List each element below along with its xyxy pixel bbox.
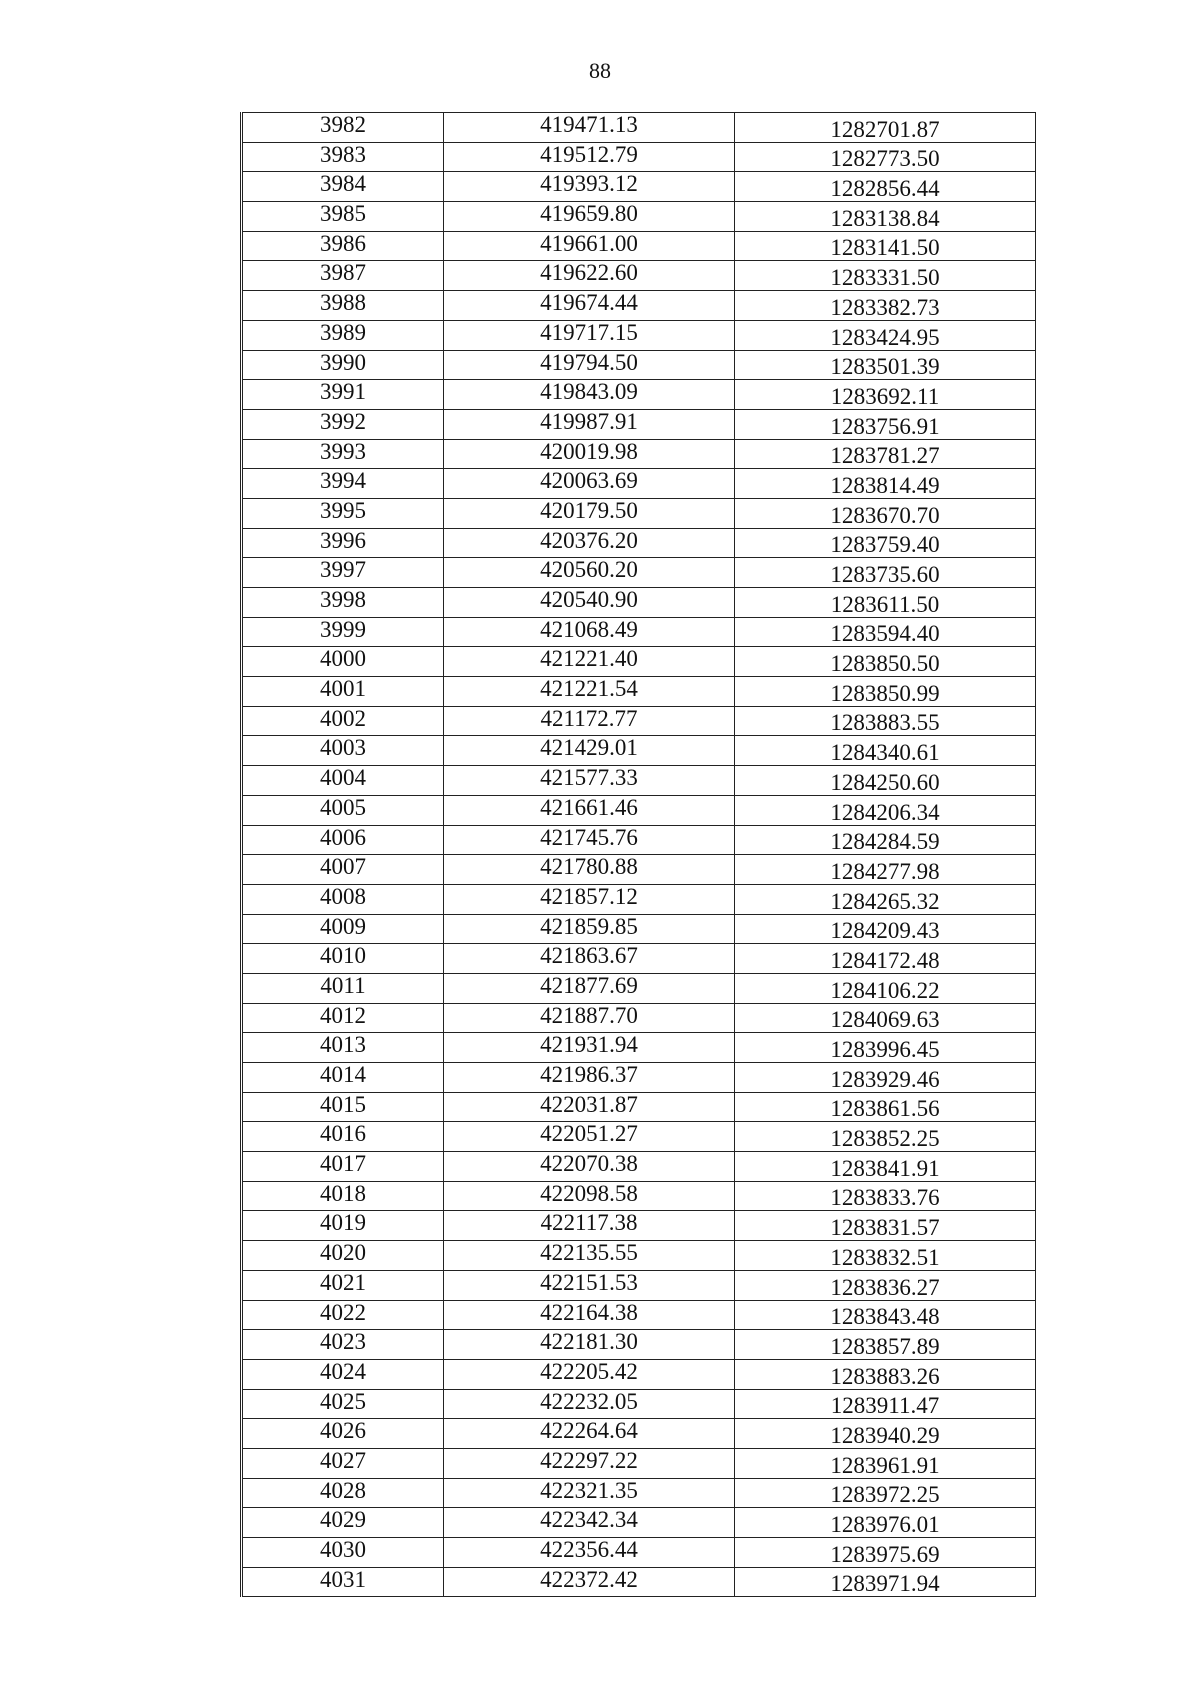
point-number-cell: 4013 (242, 1033, 444, 1063)
y-coordinate-cell: 1282773.50 (735, 142, 1036, 172)
y-coordinate-cell: 1283831.57 (735, 1211, 1036, 1241)
table-row (242, 380, 1036, 410)
x-coordinate-cell: 420376.20 (444, 528, 735, 558)
y-coordinate-cell: 1283836.27 (735, 1270, 1036, 1300)
table-row (242, 1300, 1036, 1330)
point-number-cell: 4009 (242, 914, 444, 944)
x-coordinate-cell: 419674.44 (444, 291, 735, 321)
point-number-cell: 4001 (242, 677, 444, 707)
point-number-cell: 4016 (242, 1122, 444, 1152)
table-row (242, 1567, 1036, 1597)
y-coordinate-cell: 1283692.11 (735, 380, 1036, 410)
y-coordinate-cell: 1283833.76 (735, 1181, 1036, 1211)
point-number-cell: 3999 (242, 617, 444, 647)
y-coordinate-cell: 1282856.44 (735, 172, 1036, 202)
x-coordinate-cell: 421221.40 (444, 647, 735, 677)
x-coordinate-cell: 419393.12 (444, 172, 735, 202)
y-coordinate-cell: 1284172.48 (735, 944, 1036, 974)
point-number-cell: 4014 (242, 1063, 444, 1093)
table-body (242, 113, 1036, 1597)
x-coordinate-cell: 421745.76 (444, 825, 735, 855)
x-coordinate-cell: 422070.38 (444, 1152, 735, 1182)
table-row (242, 617, 1036, 647)
point-number-cell: 4019 (242, 1211, 444, 1241)
point-number-cell: 4030 (242, 1538, 444, 1568)
coordinates-table (240, 112, 1036, 1597)
point-number-cell: 4015 (242, 1092, 444, 1122)
table-row (242, 1211, 1036, 1241)
x-coordinate-cell: 420179.50 (444, 498, 735, 528)
point-number-cell: 4026 (242, 1419, 444, 1449)
table-row (242, 469, 1036, 499)
y-coordinate-cell: 1283670.70 (735, 498, 1036, 528)
y-coordinate-cell: 1283850.99 (735, 677, 1036, 707)
x-coordinate-cell: 420019.98 (444, 439, 735, 469)
point-number-cell: 3992 (242, 409, 444, 439)
y-coordinate-cell: 1283841.91 (735, 1152, 1036, 1182)
point-number-cell: 4021 (242, 1270, 444, 1300)
y-coordinate-cell: 1283861.56 (735, 1092, 1036, 1122)
y-coordinate-cell: 1283843.48 (735, 1300, 1036, 1330)
table-row (242, 558, 1036, 588)
y-coordinate-cell: 1284106.22 (735, 973, 1036, 1003)
y-coordinate-cell: 1283911.47 (735, 1389, 1036, 1419)
table-row (242, 1092, 1036, 1122)
point-number-cell: 3989 (242, 320, 444, 350)
page-number: 88 (589, 58, 611, 83)
x-coordinate-cell: 421877.69 (444, 973, 735, 1003)
table-row (242, 1270, 1036, 1300)
y-coordinate-cell: 1283996.45 (735, 1033, 1036, 1063)
y-coordinate-cell: 1283883.26 (735, 1359, 1036, 1389)
x-coordinate-cell: 422164.38 (444, 1300, 735, 1330)
table-row (242, 1419, 1036, 1449)
y-coordinate-cell: 1284284.59 (735, 825, 1036, 855)
x-coordinate-cell: 422051.27 (444, 1122, 735, 1152)
y-coordinate-cell: 1283611.50 (735, 588, 1036, 618)
point-number-cell: 4012 (242, 1003, 444, 1033)
y-coordinate-cell: 1283331.50 (735, 261, 1036, 291)
point-number-cell: 3994 (242, 469, 444, 499)
x-coordinate-cell: 422342.34 (444, 1508, 735, 1538)
point-number-cell: 4004 (242, 766, 444, 796)
y-coordinate-cell: 1284277.98 (735, 855, 1036, 885)
table-row (242, 1033, 1036, 1063)
y-coordinate-cell: 1283961.91 (735, 1448, 1036, 1478)
table-row (242, 1538, 1036, 1568)
point-number-cell: 4029 (242, 1508, 444, 1538)
y-coordinate-cell: 1283781.27 (735, 439, 1036, 469)
point-number-cell: 4002 (242, 706, 444, 736)
table-row (242, 1389, 1036, 1419)
table-row (242, 1063, 1036, 1093)
x-coordinate-cell: 422151.53 (444, 1270, 735, 1300)
point-number-cell: 3985 (242, 202, 444, 232)
table-row (242, 291, 1036, 321)
point-number-cell: 4000 (242, 647, 444, 677)
x-coordinate-cell: 421068.49 (444, 617, 735, 647)
table-row (242, 1448, 1036, 1478)
point-number-cell: 3991 (242, 380, 444, 410)
x-coordinate-cell: 419512.79 (444, 142, 735, 172)
point-number-cell: 3988 (242, 291, 444, 321)
table-row (242, 884, 1036, 914)
x-coordinate-cell: 421577.33 (444, 766, 735, 796)
table-row (242, 231, 1036, 261)
table-row (242, 1330, 1036, 1360)
x-coordinate-cell: 422205.42 (444, 1359, 735, 1389)
point-number-cell: 3986 (242, 231, 444, 261)
table-row (242, 914, 1036, 944)
table-row (242, 1478, 1036, 1508)
x-coordinate-cell: 421863.67 (444, 944, 735, 974)
table-row (242, 113, 1036, 143)
table-row (242, 1122, 1036, 1152)
table-row (242, 736, 1036, 766)
x-coordinate-cell: 421661.46 (444, 795, 735, 825)
y-coordinate-cell: 1284206.34 (735, 795, 1036, 825)
point-number-cell: 4022 (242, 1300, 444, 1330)
point-number-cell: 4018 (242, 1181, 444, 1211)
x-coordinate-cell: 421986.37 (444, 1063, 735, 1093)
y-coordinate-cell: 1283424.95 (735, 320, 1036, 350)
y-coordinate-cell: 1283883.55 (735, 706, 1036, 736)
y-coordinate-cell: 1283929.46 (735, 1063, 1036, 1093)
x-coordinate-cell: 422321.35 (444, 1478, 735, 1508)
point-number-cell: 4020 (242, 1241, 444, 1271)
point-number-cell: 3984 (242, 172, 444, 202)
x-coordinate-cell: 419843.09 (444, 380, 735, 410)
table-row (242, 1241, 1036, 1271)
y-coordinate-cell: 1283972.25 (735, 1478, 1036, 1508)
x-coordinate-cell: 422356.44 (444, 1538, 735, 1568)
y-coordinate-cell: 1283759.40 (735, 528, 1036, 558)
y-coordinate-cell: 1283138.84 (735, 202, 1036, 232)
y-coordinate-cell: 1283382.73 (735, 291, 1036, 321)
point-number-cell: 4028 (242, 1478, 444, 1508)
y-coordinate-cell: 1283975.69 (735, 1538, 1036, 1568)
point-number-cell: 4006 (242, 825, 444, 855)
point-number-cell: 3982 (242, 113, 444, 143)
x-coordinate-cell: 421857.12 (444, 884, 735, 914)
table-row (242, 1508, 1036, 1538)
table-row (242, 202, 1036, 232)
y-coordinate-cell: 1283850.50 (735, 647, 1036, 677)
x-coordinate-cell: 422372.42 (444, 1567, 735, 1597)
table-row (242, 855, 1036, 885)
table-row (242, 1359, 1036, 1389)
point-number-cell: 3997 (242, 558, 444, 588)
table-row (242, 409, 1036, 439)
table-row (242, 973, 1036, 1003)
x-coordinate-cell: 421221.54 (444, 677, 735, 707)
x-coordinate-cell: 421780.88 (444, 855, 735, 885)
x-coordinate-cell: 421887.70 (444, 1003, 735, 1033)
x-coordinate-cell: 419717.15 (444, 320, 735, 350)
point-number-cell: 4027 (242, 1448, 444, 1478)
point-number-cell: 3993 (242, 439, 444, 469)
table-row (242, 142, 1036, 172)
y-coordinate-cell: 1284250.60 (735, 766, 1036, 796)
y-coordinate-cell: 1284265.32 (735, 884, 1036, 914)
x-coordinate-cell: 419622.60 (444, 261, 735, 291)
point-number-cell: 3995 (242, 498, 444, 528)
point-number-cell: 4005 (242, 795, 444, 825)
x-coordinate-cell: 421172.77 (444, 706, 735, 736)
point-number-cell: 4024 (242, 1359, 444, 1389)
x-coordinate-cell: 419661.00 (444, 231, 735, 261)
table-row (242, 1003, 1036, 1033)
table-row (242, 706, 1036, 736)
point-number-cell: 4011 (242, 973, 444, 1003)
table-row (242, 528, 1036, 558)
x-coordinate-cell: 419794.50 (444, 350, 735, 380)
y-coordinate-cell: 1283940.29 (735, 1419, 1036, 1449)
x-coordinate-cell: 422264.64 (444, 1419, 735, 1449)
table-row (242, 320, 1036, 350)
x-coordinate-cell: 422232.05 (444, 1389, 735, 1419)
table-row (242, 588, 1036, 618)
x-coordinate-cell: 421859.85 (444, 914, 735, 944)
table-row (242, 766, 1036, 796)
point-number-cell: 3983 (242, 142, 444, 172)
x-coordinate-cell: 420540.90 (444, 588, 735, 618)
y-coordinate-cell: 1283852.25 (735, 1122, 1036, 1152)
table-row (242, 944, 1036, 974)
x-coordinate-cell: 422031.87 (444, 1092, 735, 1122)
table-row (242, 677, 1036, 707)
table-row (242, 261, 1036, 291)
point-number-cell: 4023 (242, 1330, 444, 1360)
point-number-cell: 4025 (242, 1389, 444, 1419)
y-coordinate-cell: 1283756.91 (735, 409, 1036, 439)
table-row (242, 647, 1036, 677)
table-row (242, 825, 1036, 855)
point-number-cell: 3998 (242, 588, 444, 618)
point-number-cell: 4007 (242, 855, 444, 885)
x-coordinate-cell: 422117.38 (444, 1211, 735, 1241)
table-row (242, 1181, 1036, 1211)
y-coordinate-cell: 1283832.51 (735, 1241, 1036, 1271)
point-number-cell: 3996 (242, 528, 444, 558)
x-coordinate-cell: 419471.13 (444, 113, 735, 143)
y-coordinate-cell: 1283594.40 (735, 617, 1036, 647)
x-coordinate-cell: 421429.01 (444, 736, 735, 766)
y-coordinate-cell: 1282701.87 (735, 113, 1036, 143)
y-coordinate-cell: 1284069.63 (735, 1003, 1036, 1033)
point-number-cell: 4031 (242, 1567, 444, 1597)
y-coordinate-cell: 1283141.50 (735, 231, 1036, 261)
table-row (242, 498, 1036, 528)
point-number-cell: 4003 (242, 736, 444, 766)
x-coordinate-cell: 422135.55 (444, 1241, 735, 1271)
y-coordinate-cell: 1283814.49 (735, 469, 1036, 499)
x-coordinate-cell: 419987.91 (444, 409, 735, 439)
y-coordinate-cell: 1283976.01 (735, 1508, 1036, 1538)
x-coordinate-cell: 422181.30 (444, 1330, 735, 1360)
x-coordinate-cell: 422098.58 (444, 1181, 735, 1211)
point-number-cell: 3987 (242, 261, 444, 291)
y-coordinate-cell: 1284209.43 (735, 914, 1036, 944)
point-number-cell: 3990 (242, 350, 444, 380)
x-coordinate-cell: 419659.80 (444, 202, 735, 232)
point-number-cell: 4008 (242, 884, 444, 914)
y-coordinate-cell: 1283857.89 (735, 1330, 1036, 1360)
point-number-cell: 4017 (242, 1152, 444, 1182)
y-coordinate-cell: 1283501.39 (735, 350, 1036, 380)
x-coordinate-cell: 422297.22 (444, 1448, 735, 1478)
table-row (242, 795, 1036, 825)
y-coordinate-cell: 1283735.60 (735, 558, 1036, 588)
x-coordinate-cell: 421931.94 (444, 1033, 735, 1063)
y-coordinate-cell: 1283971.94 (735, 1567, 1036, 1597)
table-row (242, 439, 1036, 469)
y-coordinate-cell: 1284340.61 (735, 736, 1036, 766)
point-number-cell: 4010 (242, 944, 444, 974)
x-coordinate-cell: 420560.20 (444, 558, 735, 588)
table-row (242, 1152, 1036, 1182)
x-coordinate-cell: 420063.69 (444, 469, 735, 499)
table-row (242, 172, 1036, 202)
table-row (242, 350, 1036, 380)
